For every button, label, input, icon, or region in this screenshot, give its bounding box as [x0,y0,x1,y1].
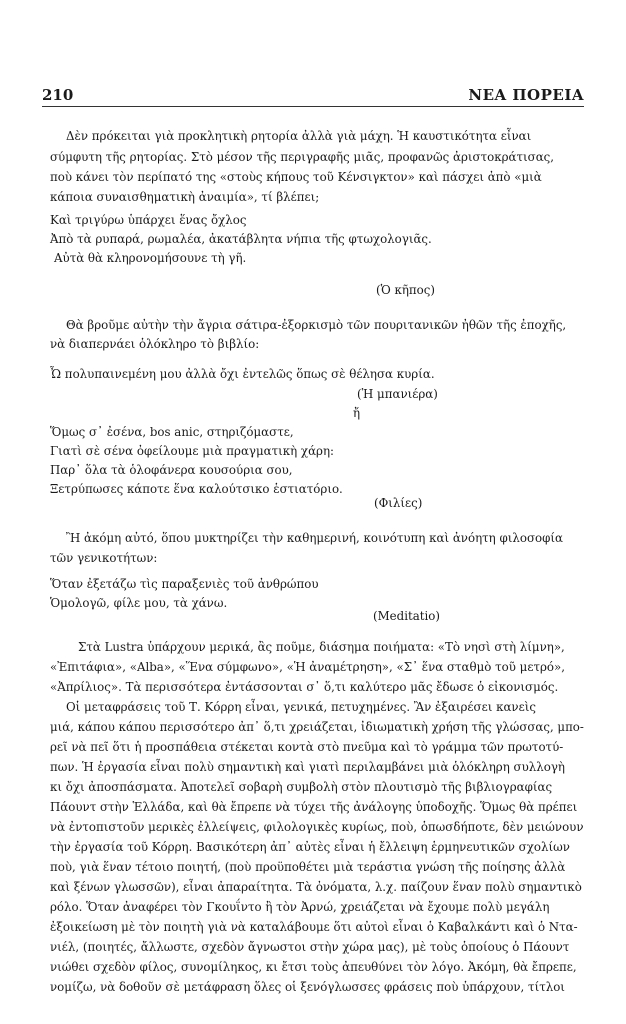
text-line: «Ἐπιτάφια», «Alba», «Ἕνα σύμφωνο», «Ἡ ἀναμέτρηση», «Σ᾽ ἕνα σταθμὸ τοῦ μετρό», [50,660,565,674]
text-line: ρεῖ νὰ πεῖ ὅτι ἡ προσπάθεια στέκεται κοντὰ στὸ πνεῦμα καὶ τὸ γράμμα τῶν πρωτοτύ- [50,740,564,754]
verse-line: Ὅταν ἐξετάζω τὶς παραξενιὲς τοῦ ἀνθρώπου [50,577,319,591]
verse-line: Αὐτὰ θὰ κληρονομήσουνε τὴ γῆ. [54,251,247,265]
poem-source: (Ἡ μπανιέρα) [357,387,438,401]
poem-source: (Ὁ κῆπος) [376,283,435,297]
text-line: Θὰ βροῦμε αὐτὴν τὴν ἄγρια σάτιρα-ἐξορκισμὸ τῶν πουριτανικῶν ἠθῶν τῆς ἐποχῆς, [66,318,567,332]
text-line: νὰ ἐντοπιστοῦν μερικὲς ἐλλείψεις, φιλολογικὲς κυρίως, ποὺ, ὁπωσδήποτε, δὲν μειώνουν [50,820,584,834]
text-line: ἐξοικείωση μὲ τὸν ποιητὴ γιὰ νὰ καταλάβουμε ὅτι αὐτοὶ εἶναι ὁ Καβαλκάντι καὶ ὁ Ντα- [50,920,578,934]
verse-line: Καὶ τριγύρω ὑπάρχει ἕνας ὄχλος [50,213,247,227]
text-line: Δὲν πρόκειται γιὰ προκλητικὴ ρητορία ἀλλὰ γιὰ μάχη. Ἡ καυστικότητα εἶναι [66,129,532,143]
text-line: Ἢ ἀκόμη αὐτό, ὅπου μυκτηρίζει τὴν καθημερινή, κοινότυπη καὶ ἀνόητη φιλοσοφία [66,531,563,545]
page-number: 210 [42,86,74,104]
text-line: νομίζω, νὰ δοθοῦν σὲ μετάφραση ὅλες οἱ ξενόγλωσσες φράσεις ποὺ ὑπάρχουν, τίτλοι [50,980,565,994]
text-line: νιέλ, (ποιητές, ἄλλωστε, σχεδὸν ἄγνωστοι στὴν χώρα μας), μὲ τοὺς ὁποίους ὁ Πάουντ [50,940,570,954]
text-line: κάποια συναισθηματικὴ ἀναιμία», τί βλέπει; [50,190,320,204]
conjunction: ἤ [353,406,361,420]
verse-line: Ξετρύπωσες κάποτε ἕνα καλούτσικο ἑστιατόριο. [50,482,343,496]
text-line: νιώθει σχεδὸν φίλος, συνομίληκος, κι ἔτσι τοὺς ἀπευθύνει τὸν λόγο. Ἀκόμη, θὰ ἔπρεπε, [50,960,577,974]
verse-line: Γιατὶ σὲ σένα ὀφείλουμε μιὰ πραγματικὴ χάρη: [50,444,335,458]
text-line: «Ἀπρίλιος». Τὰ περισσότερα ἐντάσσονται σ᾽ ὅ,τι καλύτερο μᾶς ἔδωσε ὁ εἰκονισμός. [50,680,559,694]
text-line: καὶ ξένων γλωσσῶν), εἶναι ἀπαραίτητα. Τὰ ὀνόματα, λ.χ. παίζουν ἕναν πολὺ σημαντικὸ [50,880,582,894]
text-line: πων. Ἡ ἐργασία εἶναι πολὺ σημαντικὴ καὶ γιατὶ περιλαμβάνει μιὰ ὁλόκληρη συλλογὴ [50,760,565,774]
journal-title: ΝΕΑ ΠΟΡΕΙΑ [468,86,584,104]
text-line: ποὺ, γιὰ ἕναν τέτοιο ποιητή, (ποὺ προϋποθέτει μιὰ τεράστια γνώση τῆς ποίησης ἀλλὰ [50,860,566,874]
text-line: κι ὄχι ἀποσπάσματα. Ἀποτελεῖ σοβαρὴ συμβολὴ στὸν πλουτισμὸ τῆς βιβλιογραφίας [50,780,553,794]
header-rule [42,106,584,107]
text-line: τῶν γενικοτήτων: [50,551,158,565]
verse-line: Ἀπὸ τὰ ρυπαρά, ρωμαλέα, ἀκατάβλητα νήπια τῆς φτωχολογιᾶς. [50,232,432,246]
text-line: ρόλο. Ὅταν ἀναφέρει τὸν Γκουΐντο ἢ τὸν Ἀρνώ, χρειάζεται νὰ ἔχουμε πολὺ μεγάλη [50,900,550,914]
verse-line: Παρ᾽ ὅλα τὰ ὁλοφάνερα κουσούρια σου, [50,463,293,477]
poem-source: (Φιλίες) [374,496,423,510]
text-line: Πάουντ στὴν Ἑλλάδα, καὶ θὰ ἔπρεπε νὰ τύχει τῆς ἀνάλογης ὑποδοχῆς. Ὅμως θὰ πρέπει [50,800,578,814]
text-line: τὴν ἐργασία τοῦ Κόρρη. Βασικότερη ἀπ᾽ αὐτὲς εἶναι ἡ ἔλλειψη ἑρμηνευτικῶν σχολίων [50,840,570,854]
verse-line: Ὁμολογῶ, φίλε μου, τὰ χάνω. [50,596,228,610]
verse-line: Ὅμως σ᾽ ἐσένα, bos anic, στηριζόμαστε, [50,425,294,439]
text-line: Οἱ μεταφράσεις τοῦ Τ. Κόρρη εἶναι, γενικά, πετυχημένες. Ἂν ἐξαιρέσει κανεὶς [66,700,536,714]
text-line: ποὺ κάνει τὸν περίπατό της «στοὺς κήπους τοῦ Κένσιγκτον» καὶ πάσχει ἀπὸ «μιὰ [50,170,542,184]
text-line: μιά, κάπου κάπου περισσότερο ἀπ᾽ ὅ,τι χρειάζεται, ἰδιωματικὴ χρήση τῆς γλώσσας, μπο- [50,720,584,734]
poem-source: (Meditatio) [373,609,440,623]
text-line: Στὰ Lustra ὑπάρχουν μερικά, ἂς ποῦμε, διάσημα ποιήματα: «Τὸ νησὶ στὴ λίμνη», [78,640,565,654]
verse-line: Ὦ πολυπαινεμένη μου ἀλλὰ ὄχι ἐντελῶς ὅπως σὲ θέλησα κυρία. [50,367,435,381]
text-line: νὰ διαπερνάει ὁλόκληρο τὸ βιβλίο: [50,337,260,351]
text-line: σύμφυτη τῆς ρητορίας. Στὸ μέσον τῆς περιγραφῆς μιᾶς, προφανῶς ἀριστοκράτισας, [50,150,555,164]
running-header [42,80,584,102]
